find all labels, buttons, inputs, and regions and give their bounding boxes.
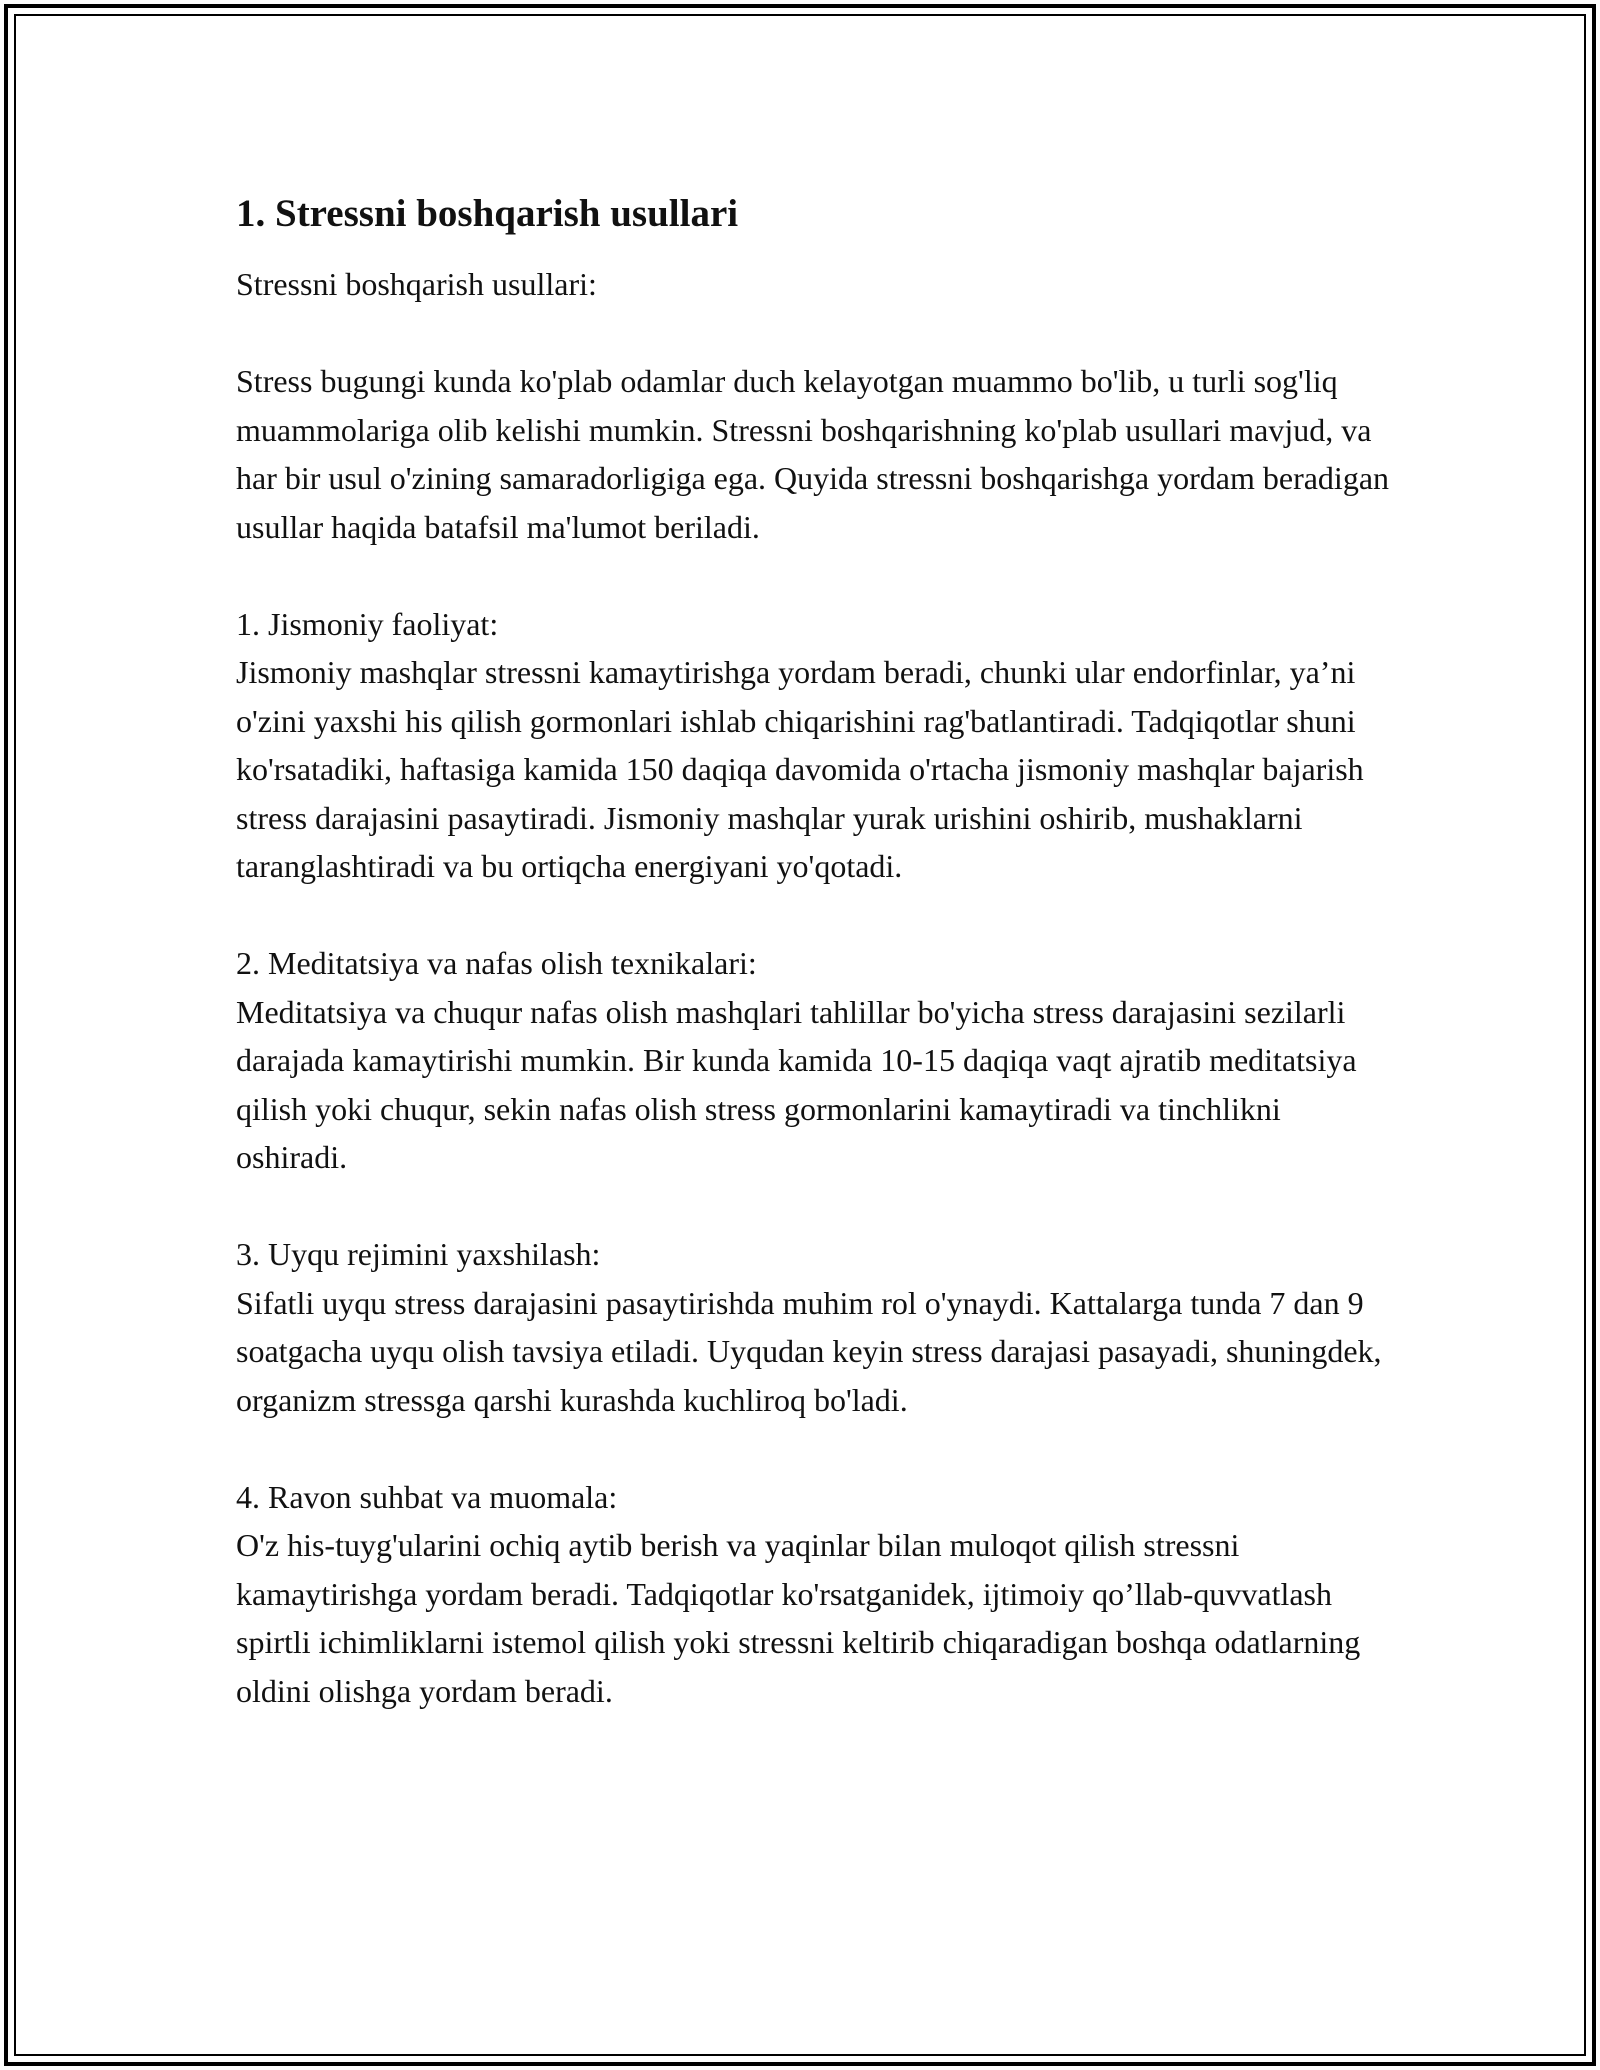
section-communication — [236, 1473, 1396, 1716]
intro-paragraph: Stress bugungi kunda ko'plab odamlar duch kelayotgan muammo bo'lib, u turli sog'liq muammolariga olib kelishi mumkin. Stressni boshqarishning ko'plab usullari mavjud, va har bir usul o'zining samaradorligiga ega. Quyida stressni boshqarishga yordam beradigan usullar haqida batafsil ma'lumot beriladi. — [236, 363, 1390, 545]
section-body: Sifatli uyqu stress darajasini pasaytirishda muhim rol o'ynaydi. Kattalarga tunda 7 dan 9 soatgacha uyqu olish tavsiya etiladi. Uyqudan keyin stress darajasi pasayadi, shuningdek, organizm stressga qarshi kurashda kuchliroq bo'ladi. — [236, 1284, 1382, 1418]
intro-label: Stressni boshqarish usullari: — [236, 266, 597, 302]
section-physical-activity — [236, 600, 1396, 891]
paragraph-spacer — [236, 891, 1396, 940]
paragraph-spacer — [236, 1424, 1396, 1473]
section-heading: 4. Ravon suhbat va muomala: — [236, 1478, 618, 1515]
paragraph-spacer — [236, 551, 1396, 600]
document-title: 1. Stressni boshqarish usullari — [236, 192, 739, 235]
section-sleep — [236, 1230, 1396, 1424]
document-body — [236, 186, 1396, 1715]
section-body: Jismoniy mashqlar stressni kamaytirishga yordam beradi, chunki ular endorfinlar, ya’ni o'zini yaxshi his qilish gormonlari ishlab chiqarishini rag'batlantiradi. Tadqiqotlar shuni ko'rsatadiki, haftasiga kamida 150 daqiqa davomida o'rtacha jismoniy mashqlar bajarish stress darajasini pasaytiradi. Jismoniy mashqlar yurak urishini oshirib, mushaklarni taranglashtiradi va bu ortiqcha energiyani yo'qotadi. — [236, 654, 1364, 884]
section-heading: 2. Meditatsiya va nafas olish texnikalari: — [236, 945, 757, 981]
paragraph-spacer — [236, 1182, 1396, 1231]
section-body: Meditatsiya va chuqur nafas olish mashqlari tahlillar bo'yicha stress darajasini sezilarli darajada kamaytirishi mumkin. Bir kunda kamida 10-15 daqiqa vaqt ajratib meditatsiya qilish yoki chuqur, sekin nafas olish stress gormonlarini kamaytiradi va tinchlikni oshiradi. — [236, 993, 1357, 1175]
section-body: O'z his-tuyg'ularini ochiq aytib berish va yaqinlar bilan muloqot qilish stressni kamaytirishga yordam beradi. Tadqiqotlar ko'rsatganidek, ijtimoiy qo’llab-quvvatlash spirtli ichimliklarni istemol qilish yoki stressni keltirib chiqaradigan boshqa odatlarning oldini olishga yordam beradi. — [236, 1527, 1361, 1709]
section-meditation — [236, 939, 1396, 1182]
paragraph-spacer — [236, 309, 1396, 358]
section-heading: 3. Uyqu rejimini yaxshilash: — [236, 1236, 601, 1272]
section-heading: 1. Jismoniy faoliyat: — [236, 605, 499, 642]
